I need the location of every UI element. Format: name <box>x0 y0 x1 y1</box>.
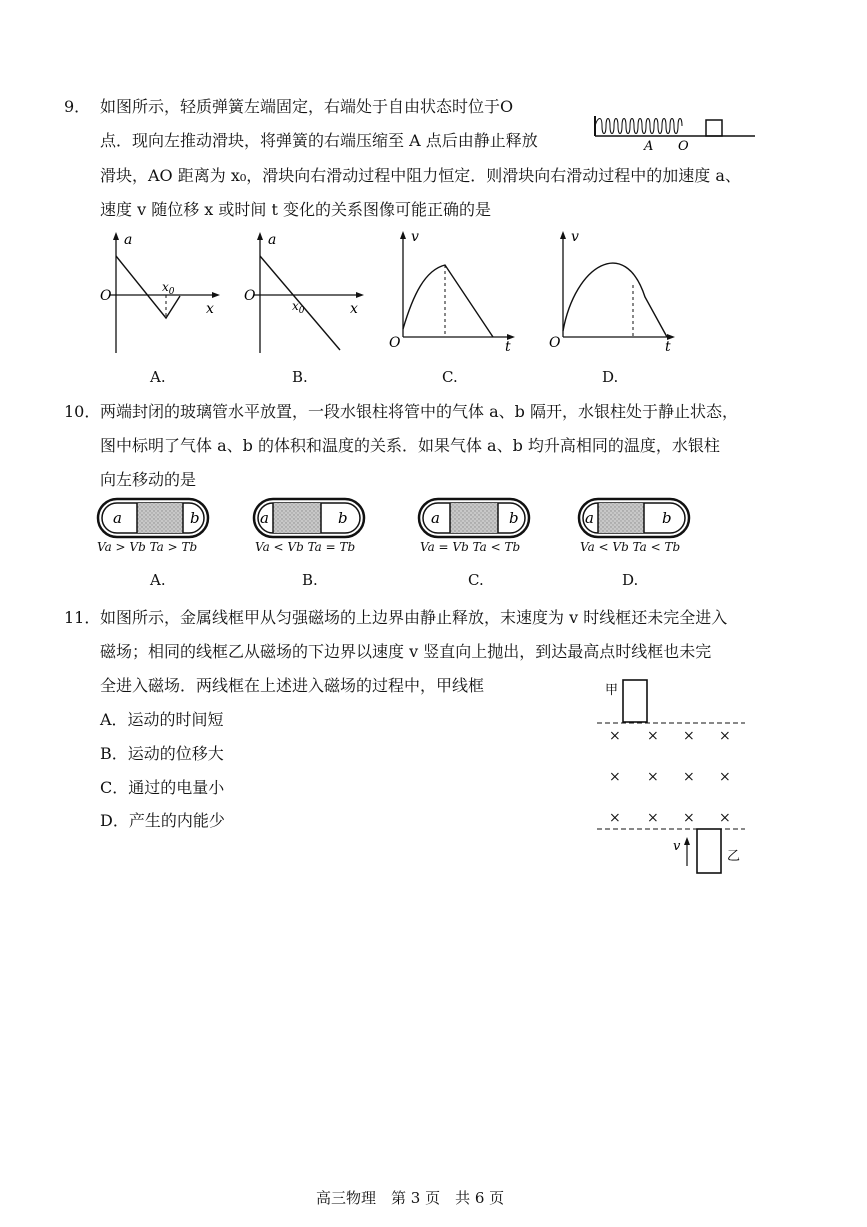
svg-text:a: a <box>113 509 122 527</box>
spring-label-A: A <box>644 139 654 154</box>
q11-option-d: D．产生的内能少 <box>100 811 225 830</box>
q9-option-d: D. <box>602 368 619 386</box>
q9-line4: 速度 v 随位移 x 或时间 t 变化的关系图像可能正确的是 <box>100 200 492 219</box>
tube-d-caption: Va < Vb Ta < Tb <box>580 540 681 554</box>
q10-option-d: D. <box>622 571 639 589</box>
q9-line3: 滑块，AO 距离为 x₀，滑块向右滑动过程中阻力恒定．则滑块向右滑动过程中的加速度 a、 <box>100 166 741 185</box>
q9-line2: 点．现向左推动滑块，将弹簧的右端压缩至 A 点后由静止释放 <box>100 131 538 150</box>
frame-jia <box>623 680 647 722</box>
svg-text:×: × <box>683 810 695 826</box>
svg-text:×: × <box>647 769 659 785</box>
field-crosses <box>609 728 731 826</box>
svg-text:v: v <box>571 229 579 245</box>
frame-label-jia: 甲 <box>605 683 619 698</box>
svg-text:b: b <box>509 509 519 527</box>
q10-number: 10． <box>64 402 101 421</box>
tube-a <box>97 498 209 540</box>
svg-text:×: × <box>683 728 695 744</box>
svg-text:O: O <box>549 335 561 351</box>
tube-d <box>578 498 690 540</box>
tube-b-caption: Va < Vb Ta = Tb <box>255 540 356 554</box>
tube-c-caption: Va = Vb Ta < Tb <box>420 540 521 554</box>
svg-text:×: × <box>609 728 621 744</box>
svg-text:a: a <box>260 509 269 527</box>
slider-block <box>706 120 722 136</box>
tube-a-caption: Va > Vb Ta > Tb <box>97 540 198 554</box>
q11-line3: 全进入磁场．两线框在上述进入磁场的过程中，甲线框 <box>100 676 485 695</box>
q9-option-b: B. <box>292 368 308 386</box>
q9-option-c: C. <box>442 368 458 386</box>
tube-c <box>418 498 530 540</box>
q9-option-a: A. <box>150 368 166 386</box>
graph-c <box>385 225 520 355</box>
svg-text:O: O <box>100 288 112 304</box>
svg-text:×: × <box>683 769 695 785</box>
magnetic-field-diagram <box>595 676 755 881</box>
svg-text:b: b <box>338 509 348 527</box>
q9-line1: 如图所示，轻质弹簧左端固定，右端处于自由状态时位于O <box>100 97 514 116</box>
graph-a <box>98 228 228 358</box>
svg-text:v: v <box>673 839 681 854</box>
svg-text:a: a <box>124 232 133 248</box>
svg-text:O: O <box>244 288 256 304</box>
graph-b <box>242 228 372 358</box>
graph-d <box>545 225 680 355</box>
svg-text:v: v <box>411 229 419 245</box>
q11-option-b: B．运动的位移大 <box>100 744 224 763</box>
q11-line2: 磁场；相同的线框乙从磁场的下边界以速度 v 竖直向上抛出，到达最高点时线框也未完 <box>100 642 712 661</box>
q10-option-b: B. <box>302 571 318 589</box>
svg-text:b: b <box>662 509 672 527</box>
svg-text:b: b <box>190 509 200 527</box>
q11-number: 11． <box>64 608 101 627</box>
spring-label-O: O <box>678 139 689 154</box>
frame-yi <box>697 829 721 873</box>
svg-text:a: a <box>431 509 440 527</box>
q10-line3: 向左移动的是 <box>100 470 197 489</box>
q10-option-a: A. <box>150 571 166 589</box>
spring-diagram <box>590 108 760 153</box>
q10-option-c: C. <box>468 571 484 589</box>
frame-label-yi: 乙 <box>727 849 741 864</box>
svg-text:×: × <box>719 769 731 785</box>
svg-text:×: × <box>609 810 621 826</box>
svg-text:x0: $x_0$ <box>162 280 175 297</box>
q9-number: 9． <box>64 97 91 116</box>
q10-line1: 两端封闭的玻璃管水平放置，一段水银柱将管中的气体 a、b 隔开，水银柱处于静止状态， <box>100 402 738 421</box>
tube-b <box>253 498 365 540</box>
svg-text:×: × <box>647 728 659 744</box>
svg-text:x: x <box>350 301 358 317</box>
page-footer: 高三物理 第 3 页 共 6 页 <box>316 1189 505 1207</box>
svg-text:×: × <box>719 810 731 826</box>
svg-text:t: t <box>665 339 671 355</box>
svg-text:x: x <box>206 301 214 317</box>
svg-text:O: O <box>389 335 401 351</box>
q10-line2: 图中标明了气体 a、b 的体积和温度的关系．如果气体 a、b 均升高相同的温度，水银柱 <box>100 436 720 455</box>
svg-text:×: × <box>647 810 659 826</box>
svg-text:×: × <box>609 769 621 785</box>
svg-text:a: a <box>585 509 594 527</box>
svg-text:×: × <box>719 728 731 744</box>
svg-text:x0: $x_0$ <box>292 299 305 316</box>
q11-line1: 如图所示，金属线框甲从匀强磁场的上边界由静止释放，末速度为 v 时线框还未完全进入 <box>100 608 728 627</box>
q11-option-c: C．通过的电量小 <box>100 778 225 797</box>
svg-text:a: a <box>268 232 277 248</box>
svg-text:t: t <box>505 339 511 355</box>
q11-option-a: A．运动的时间短 <box>100 710 224 729</box>
